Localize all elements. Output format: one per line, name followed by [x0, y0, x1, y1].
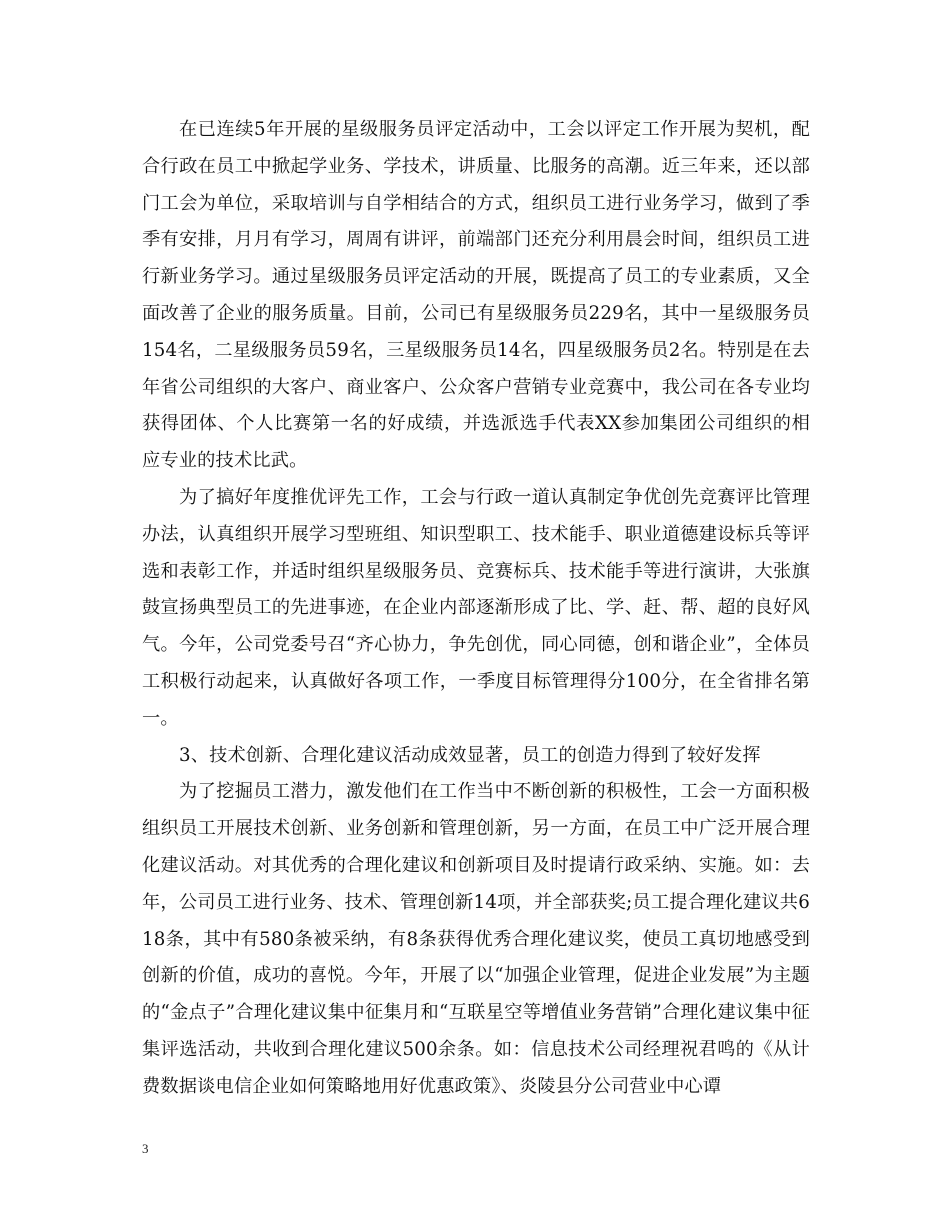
paragraph-star-service-evaluation: 在已连续5年开展的星级服务员评定活动中，工会以评定工作开展为契机，配合行政在员工中掀起学业务、学技术，讲质量、比服务的高潮。近三年来，还以部门工会为单位，采取培训与自学相结合的方式，组织员工进行业务学习，做到了季季有安排，月月有学习，周周有讲评，前端部门还充分利用晨会时间，组织员工进行新业务学习。通过星级服务员评定活动的开展，既提高了员工的专业素质，又全面改善了企业的服务质量。目前，公司已有星级服务员229名，其中一星级服务员154名，二星级服务员59名，三星级服务员14名，四星级服务员2名。特别是在去年省公司组织的大客户、商业客户、公众客户营销专业竞赛中，我公司在各专业均获得团体、个人比赛第一名的好成绩，并选派选手代表XX参加集团公司组织的相应专业的技术比武。	[142, 119, 810, 472]
paragraph-innovation-suggestions: 为了挖掘员工潜力，激发他们在工作当中不断创新的积极性，工会一方面积极组织员工开展技术创新、业务创新和管理创新，另一方面，在员工中广泛开展合理化建议活动。对其优秀的合理化建议和创新项目及时提请行政采纳、实施。如：去年，公司员工进行业务、技术、管理创新14项，并全部获奖;员工提合理化建议共618条，其中有580条被采纳，有8条获得优秀合理化建议奖，使员工真切地感受到创新的价值，成功的喜悦。今年，开展了以“加强企业管理，促进企业发展”为主题的“金点子”合理化建议集中征集月和“互联星空等增值业务营销”合理化建议集中征集评选活动，共收到合理化建议500余条。如：信息技术公司经理祝君鸣的《从计费数据谈电信企业如何策略地用好优惠政策》、炎陵县分公司营业中心谭	[142, 781, 810, 1097]
page-number: 3	[142, 1141, 149, 1156]
section-heading-technical-innovation: 3、技术创新、合理化建议活动成效显著，员工的创造力得到了较好发挥	[179, 744, 761, 766]
document-body	[142, 112, 810, 1106]
paragraph-annual-excellence-selection: 为了搞好年度推优评先工作，工会与行政一道认真制定争优创先竞赛评比管理办法，认真组织开展学习型班组、知识型职工、技术能手、职业道德建设标兵等评选和表彰工作，并适时组织星级服务员、竞赛标兵、技术能手等进行演讲，大张旗鼓宣扬典型员工的先进事迹，在企业内部逐渐形成了比、学、赶、帮、超的良好风气。今年，公司党委号召“齐心协力，争先创优，同心同德，创和谐企业”，全体员工积极行动起来，认真做好各项工作，一季度目标管理得分100分，在全省排名第一。	[142, 486, 810, 729]
